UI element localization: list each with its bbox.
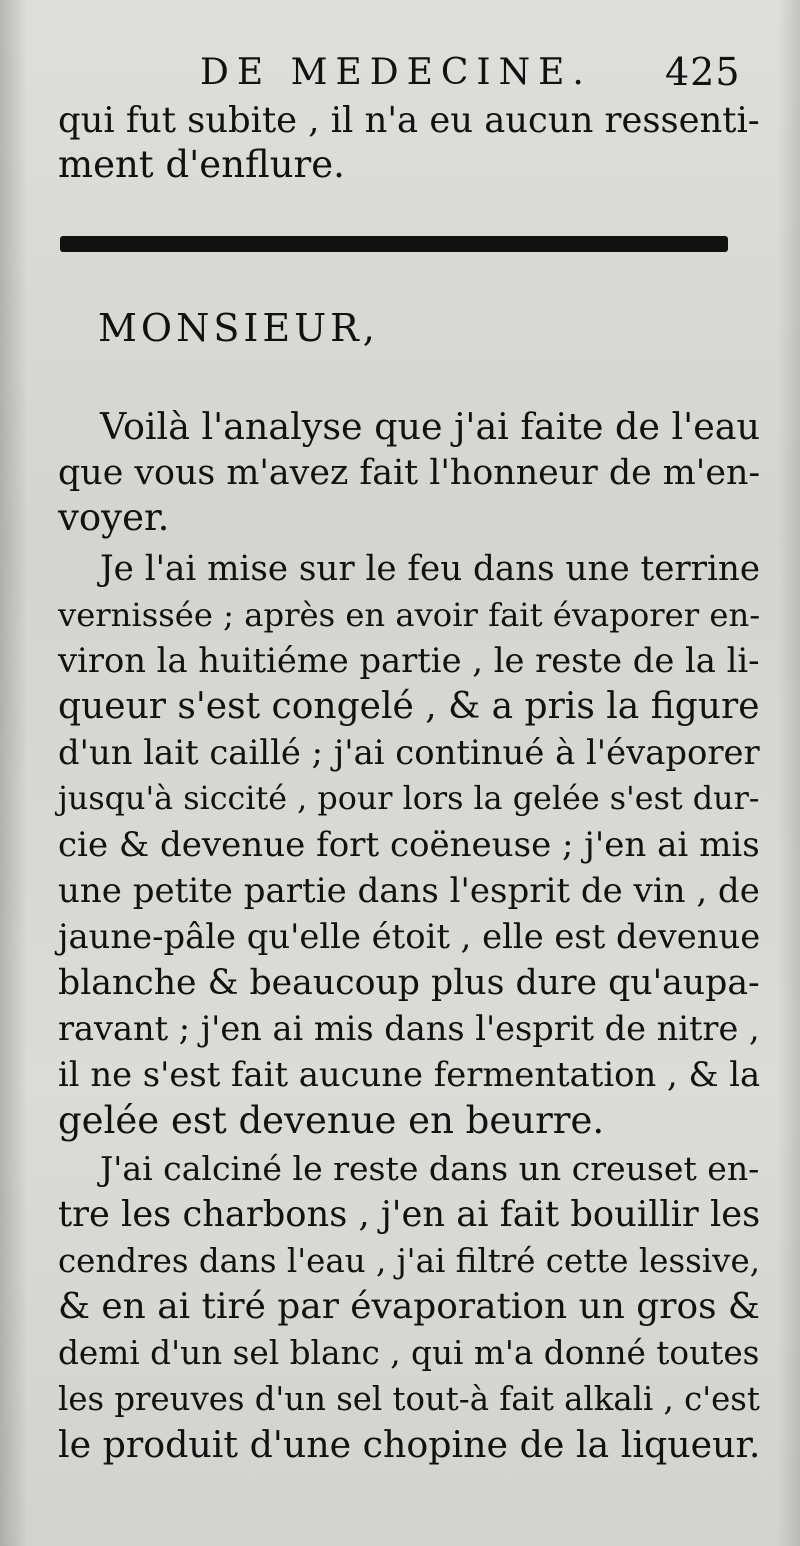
body-line: vernissée ; après en avoir fait évaporer en- (58, 596, 761, 634)
page-gutter-shadow (0, 0, 28, 1546)
body-line: & en ai tiré par évaporation un gros & (58, 1286, 760, 1327)
body-line: cendres dans l'eau , j'ai filtré cette lessive, (58, 1242, 761, 1280)
page-number: 425 (665, 50, 741, 94)
body-line: ravant ; j'en ai mis dans l'esprit de nitre , (58, 1009, 760, 1048)
body-line: il ne s'est fait aucune fermentation , & la (58, 1055, 761, 1094)
body-line: viron la huitiéme partie , le reste de la li- (58, 641, 760, 680)
body-line: blanche & beaucoup plus dure qu'aupa- (58, 963, 760, 1003)
body-line: gelée est devenue en beurre. (58, 1099, 605, 1142)
section-rule (60, 236, 728, 252)
body-line: tre les charbons , j'en ai fait bouillir les (58, 1194, 761, 1235)
body-line: Voilà l'analyse que j'ai faite de l'eau (100, 405, 760, 448)
body-line: les preuves d'un sel tout-à fait alkali , c'est (58, 1380, 760, 1418)
page-edge-shadow (778, 0, 800, 1546)
letter-salutation: MONSIEUR, (98, 306, 379, 350)
body-line: jusqu'à siccité , pour lors la gelée s'est dur- (58, 780, 760, 817)
body-line: cie & devenue fort coëneuse ; j'en ai mis (58, 825, 760, 865)
running-head: DE MEDECINE. (200, 52, 592, 93)
body-line: d'un lait caillé ; j'ai continué à l'évaporer (58, 733, 760, 772)
body-line: voyer. (58, 496, 170, 539)
body-line: que vous m'avez fait l'honneur de m'en- (58, 453, 761, 493)
body-line: jaune-pâle qu'elle étoit , elle est devenue (58, 917, 761, 956)
body-line: le produit d'une chopine de la liqueur. (58, 1423, 761, 1466)
intro-line: qui fut subite , il n'a eu aucun ressenti- (58, 100, 760, 141)
body-line: une petite partie dans l'esprit de vin , de (58, 871, 760, 911)
body-line: queur s'est congelé , & a pris la figure (58, 686, 760, 727)
body-line: J'ai calciné le reste dans un creuset en- (100, 1149, 760, 1188)
body-line: demi d'un sel blanc , qui m'a donné toutes (58, 1334, 760, 1372)
body-line: Je l'ai mise sur le feu dans une terrine (100, 549, 761, 589)
intro-line: ment d'enflure. (58, 143, 345, 186)
